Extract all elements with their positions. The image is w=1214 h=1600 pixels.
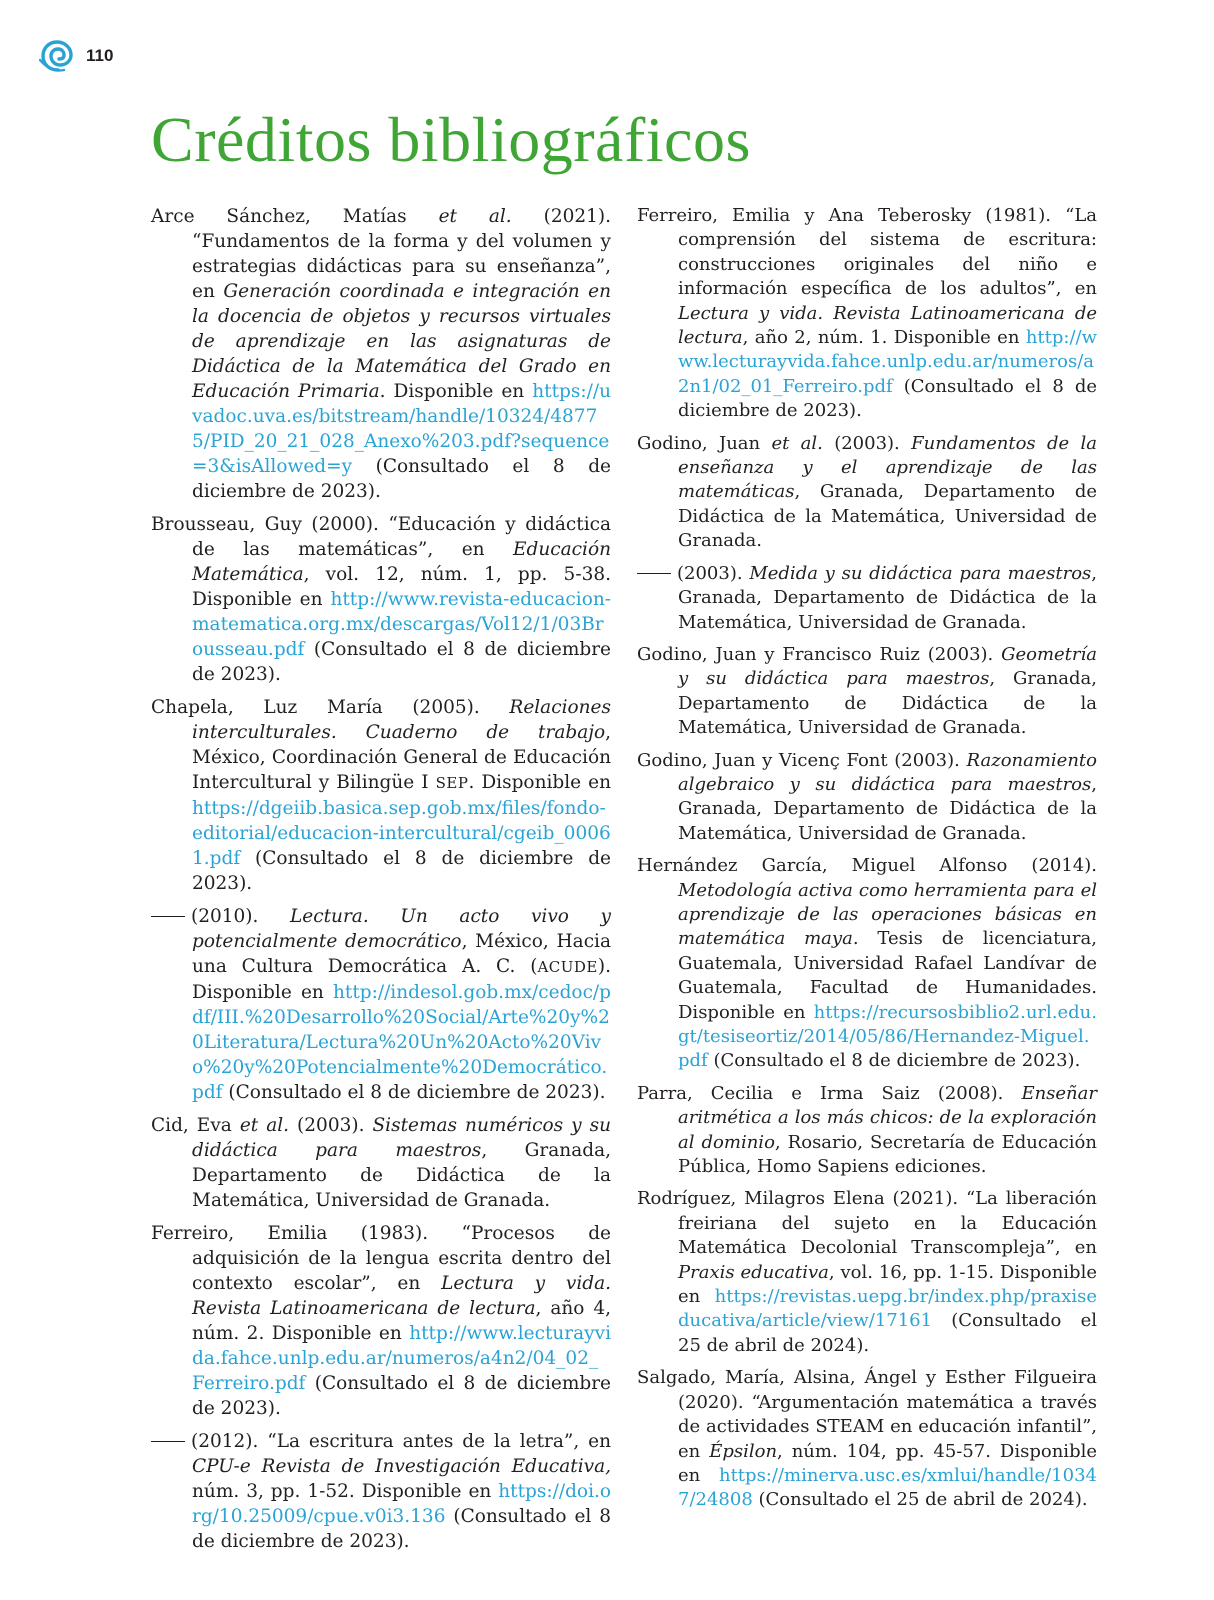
entry-text: (Consultado el 25 de abril de 2024). [678, 1310, 1097, 1356]
entry-text: Hernández García, Miguel Alfonso (2014). [637, 855, 1097, 877]
entry-text: (Consultado el 8 de diciembre de 2023). [192, 456, 611, 502]
entry-text: (Consultado el 8 de diciembre de 2023). [192, 1373, 611, 1419]
entry-text: . Disponible en [468, 772, 611, 793]
entry-text: , Granada, Departamento de Didáctica de la Matemática, Universidad de Granada. [192, 1140, 611, 1211]
entry-et-al: et al. [771, 432, 823, 454]
entry-work-title: Educación Matemática [192, 539, 611, 585]
entry-text: , México, Coordinación General de Educación Intercultural y Bilingüe I [192, 722, 611, 793]
entry-text: Godino, Juan [637, 432, 772, 454]
entry-work-title: Razonamiento algebraico y su didáctica para maestros [678, 749, 1097, 795]
entry-link[interactable]: https://doi.org/10.25009/cpue.v0i3.136 [192, 1481, 611, 1527]
entry-text: , Rosario, Secretaría de Educación Pública, Homo Sapiens ediciones. [678, 1131, 1097, 1178]
bibliography-entry [637, 432, 1097, 554]
entry-text: (Consultado el 8 de diciembre de 2023). [678, 375, 1097, 422]
left-column [151, 204, 611, 1562]
entry-link[interactable]: https://recursosbiblio2.url.edu.gt/tesiseortiz/2014/05/86/Hernandez-Miguel.pdf [678, 1001, 1097, 1072]
entry-text: (Consultado el 25 de abril de 2024). [752, 1489, 1088, 1511]
entry-text: (2003). [289, 1115, 373, 1136]
entry-text: , vol. 16, pp. 1-15. Disponible en [678, 1261, 1097, 1308]
entry-text: Ferreiro, Emilia (1983). “Procesos de adquisición de la lengua escrita dentro del contexto escolar”, en [151, 1223, 611, 1294]
entry-link[interactable]: https://minerva.usc.es/xmlui/handle/10347/24808 [678, 1464, 1097, 1511]
bibliography-entry [637, 854, 1097, 1074]
entry-text: . Tesis de licenciatura, Guatemala, Universidad Rafael Landívar de Guatemala, Facultad de Humanidades. Disponible en [678, 928, 1097, 1023]
entry-text: (2003). [677, 562, 750, 584]
bibliography-entry [151, 904, 611, 1105]
spiral-wave-icon [38, 36, 78, 76]
entry-text: (Consultado el 8 de diciembre de 2023). [192, 848, 611, 894]
entry-text: Parra, Cecilia e Irma Saiz (2008). [637, 1082, 1022, 1104]
entry-et-al: et al. [239, 1115, 290, 1136]
entry-link[interactable]: http://www.lecturayvida.fahce.unlp.edu.ar/numeros/a4n2/04_02_Ferreiro.pdf [192, 1323, 611, 1394]
bibliography-entry [637, 1187, 1097, 1358]
entry-text: Godino, Juan y Francisco Ruiz (2003). [637, 643, 1002, 665]
bibliography-entry [637, 562, 1097, 635]
entry-text: (Consultado el 8 de diciembre de 2023). [192, 1506, 611, 1552]
entry-acronym: ACUDE [537, 958, 598, 976]
entry-text: , México, Hacia una Cultura Democrática A. C. ( [192, 931, 611, 977]
page-header [38, 36, 113, 76]
entry-text: , Granada, Departamento de Didáctica de la Matemática, Universidad de Granada. [678, 773, 1097, 844]
page-title: Créditos bibliográficos [151, 104, 751, 175]
entry-text: , Granada, Departamento de Didáctica de la Matemática, Universidad de Granada. [678, 668, 1097, 739]
entry-text: Arce Sánchez, Matías [151, 206, 439, 227]
entry-text: (Consultado el 8 de diciembre de 2023). [222, 1082, 606, 1103]
entry-text: Godino, Juan y Vicenç Font (2003). [637, 749, 967, 771]
entry-work-title: Lectura. Un acto vivo y potencialmente democrático [192, 906, 611, 952]
entry-text: , vol. 12, núm. 1, pp. 5-38. Disponible en [192, 564, 611, 610]
entry-text: (2010). [191, 906, 290, 927]
entry-text: , núm. 104, pp. 45-57. Disponible en [678, 1440, 1097, 1486]
page-number: 110 [86, 46, 114, 65]
entry-work-title: Lectura y vida. Revista Latinoamericana de lectura [192, 1273, 611, 1319]
entry-text: , Granada, Departamento de Didáctica de la Matemática, Universidad de Granada. [678, 562, 1097, 633]
bibliography-entry [637, 1366, 1097, 1512]
entry-work-title: Geometría y su didáctica para maestros [678, 643, 1097, 690]
entry-link[interactable]: https://dgeiib.basica.sep.gob.mx/files/fondo-editorial/educacion-intercultural/cgeib_00061.pdf [192, 798, 611, 869]
entry-work-title: Metodología activa como herramienta para el aprendizaje de las operaciones básicas en matemática maya [678, 879, 1097, 950]
bibliography-entry [151, 1113, 611, 1213]
bibliography-entry [637, 749, 1097, 847]
entry-text: Brousseau, Guy (2000). “Educación y didáctica de las matemáticas”, en [151, 514, 611, 560]
entry-link[interactable]: http://indesol.gob.mx/cedoc/pdf/III.%20Desarrollo%20Social/Arte%20y%20Literatura/Lectura%20Un%20Acto%20Vivo%20y%20Potencialmente%20Democrático.pdf [192, 982, 611, 1103]
bibliography-entry [151, 695, 611, 896]
entry-text: (2012). “La escritura antes de la letra”, en [191, 1431, 611, 1452]
bibliography-entry [151, 1429, 611, 1554]
entry-work-title: Enseñar aritmética a los más chicos: de la exploración al dominio [678, 1082, 1097, 1153]
same-author-dash [151, 1441, 185, 1442]
entry-work-title: Lectura y vida. Revista Latinoamericana de lectura [678, 302, 1097, 349]
bibliography-entry [151, 512, 611, 687]
entry-work-title: Generación coordinada e integración en la docencia de objetos y recursos virtuales de aprendizaje en las asignaturas de Didáctica de la Matemática del Grado en Educación Primaria [192, 281, 611, 402]
entry-text: núm. 3, pp. 1-52. Disponible en [192, 1481, 499, 1502]
entry-work-title: Medida y su didáctica para maestros [749, 562, 1092, 584]
bibliography-entry [151, 1221, 611, 1421]
bibliography-entry [637, 643, 1097, 741]
entry-text: (2021). “Fundamentos de la forma y del volumen y estrategias didácticas para su enseñanza”, en [192, 206, 611, 302]
bibliography-entry [637, 204, 1097, 424]
entry-et-al: et al. [438, 206, 512, 227]
entry-link[interactable]: http://www.revista-educacion-matematica.org.mx/descargas/Vol12/1/03Brousseau.pdf [192, 589, 611, 660]
entry-work-title: Praxis educativa [678, 1261, 829, 1283]
entry-link[interactable]: https://uvadoc.uva.es/bitstream/handle/10324/48775/PID_20_21_028_Anexo%203.pdf?sequence=3&isAllowed=y [192, 381, 611, 477]
entry-text: Rodríguez, Milagros Elena (2021). “La liberación freiriana del sujeto en la Educación Matemática Decolonial Transcompleja”, en [637, 1188, 1097, 1259]
entry-text: . Disponible en [379, 381, 533, 402]
entry-text: Cid, Eva [151, 1115, 240, 1136]
bibliography-entry [151, 204, 611, 504]
entry-text: (2003). [822, 432, 912, 454]
entry-text: Chapela, Luz María (2005). [151, 697, 510, 718]
bibliography-entry [637, 1082, 1097, 1180]
entry-text: Salgado, María, Alsina, Ángel y Esther Filgueira (2020). “Argumentación matemática a través de actividades STEAM en educación infantil”, en [637, 1367, 1097, 1462]
entry-work-title: Sistemas numéricos y su didáctica para maestros [192, 1115, 611, 1161]
entry-link[interactable]: https://revistas.uepg.br/index.php/praxiseducativa/article/view/17161 [678, 1286, 1097, 1332]
entry-text: (Consultado el 8 de diciembre de 2023). [707, 1050, 1081, 1072]
entry-text: , año 4, núm. 2. Disponible en [192, 1298, 612, 1344]
same-author-dash [637, 573, 671, 574]
entry-work-title: Relaciones interculturales. Cuaderno de trabajo [192, 697, 611, 743]
entry-text: ). Disponible en [192, 956, 611, 1003]
entry-work-title: Épsilon [709, 1440, 778, 1462]
entry-link[interactable]: http://www.lecturayvida.fahce.unlp.edu.ar/numeros/a2n1/02_01_Ferreiro.pdf [678, 327, 1097, 397]
entry-text: , Granada, Departamento de Didáctica de la Matemática, Universidad de Granada. [678, 481, 1097, 552]
right-column [637, 204, 1097, 1521]
entry-work-title: CPU-e Revista de Investigación Educativa, [192, 1456, 611, 1477]
entry-acronym: SEP [435, 774, 469, 792]
entry-text: , año 2, núm. 1. Disponible en [742, 327, 1026, 349]
entry-text: (Consultado el 8 de diciembre de 2023). [192, 639, 611, 685]
entry-work-title: Fundamentos de la enseñanza y el aprendizaje de las matemáticas [678, 432, 1097, 503]
entry-text: Ferreiro, Emilia y Ana Teberosky (1981). “La comprensión del sistema de escritura: construcciones originales del niño e información específica de los adultos”, en [637, 205, 1097, 300]
same-author-dash [151, 916, 185, 917]
